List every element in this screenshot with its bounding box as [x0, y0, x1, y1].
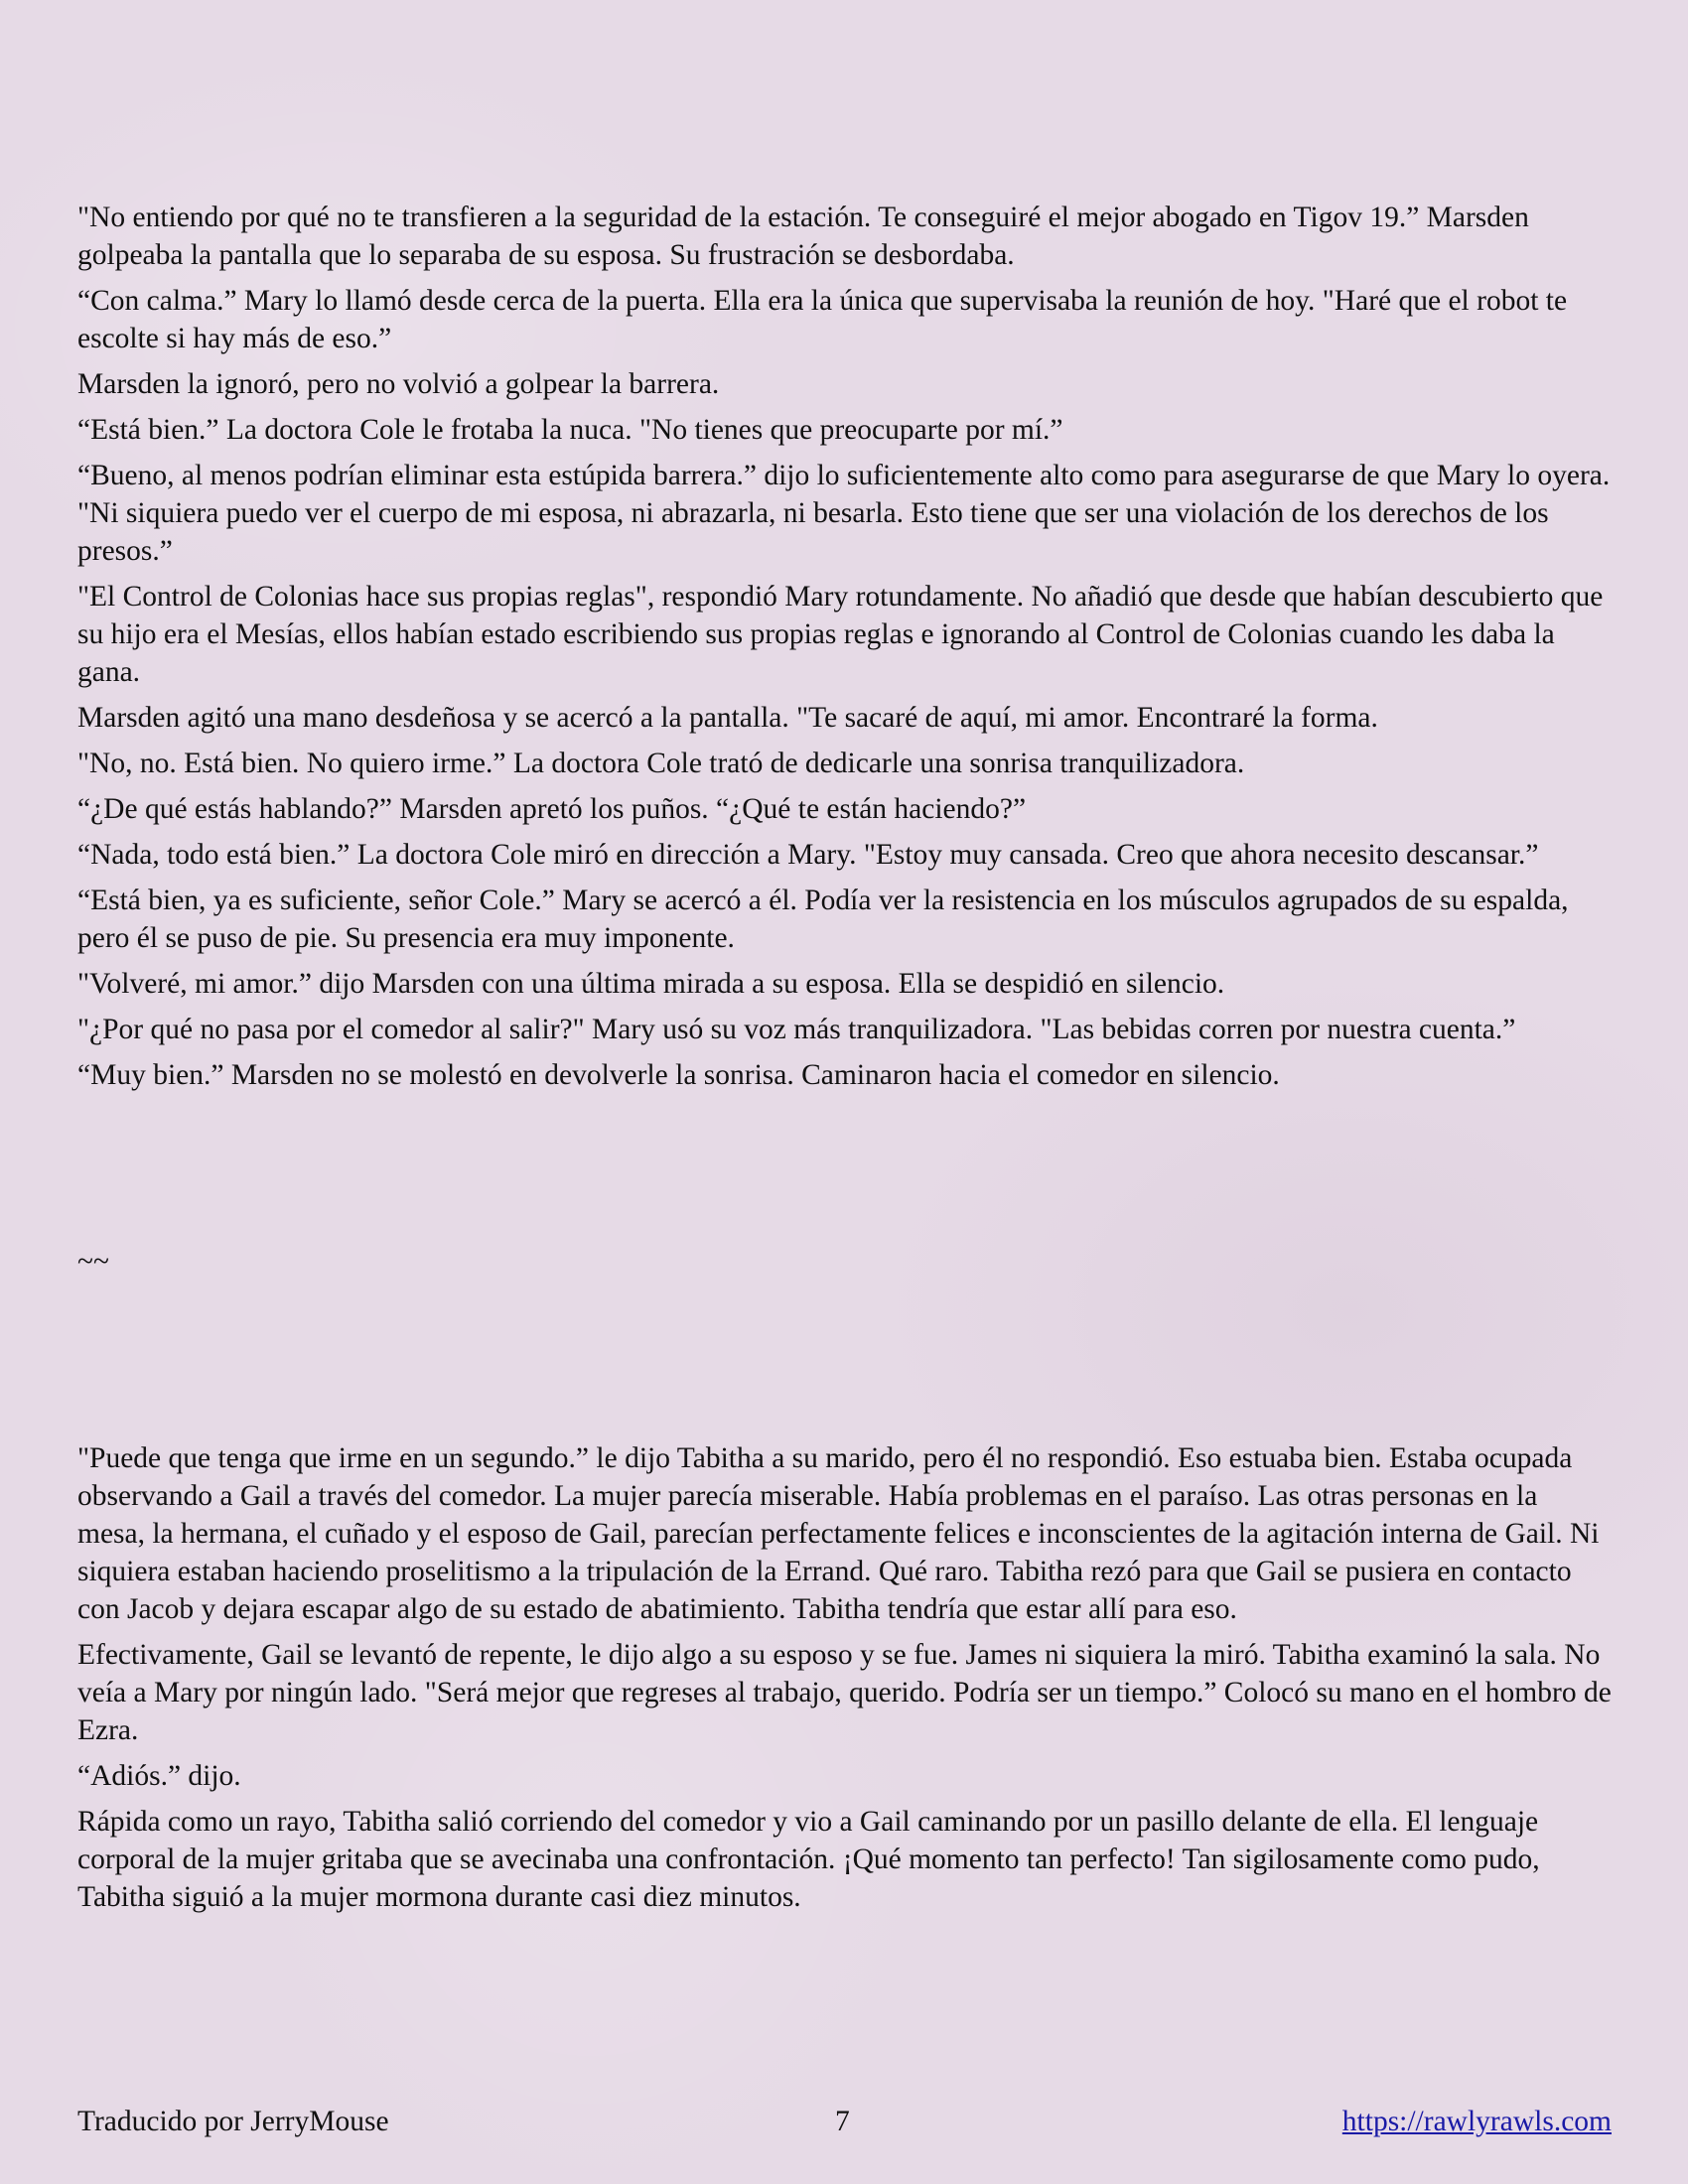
paragraph: “¿De qué estás hablando?” Marsden apretó los puños. “¿Qué te están haciendo?” — [77, 793, 1027, 825]
section-2 — [77, 1439, 1612, 1916]
document-body — [77, 199, 1612, 1924]
paragraph: “Está bien.” La doctora Cole le frotaba la nuca. "No tienes que preocuparte por mí.” — [77, 414, 1063, 446]
page-footer — [77, 2103, 1612, 2140]
paragraph: Rápida como un rayo, Tabitha salió corriendo del comedor y vio a Gail caminando por un pasillo delante de ella. El lenguaje corporal de la mujer gritaba que se avecinaba una confrontación. ¡Qué momento tan perfecto! Tan sigilosamente como pudo, Tabitha siguió a la mujer mormona durante casi diez minutos. — [77, 1806, 1540, 1913]
scene-separator: ~~ — [77, 1246, 109, 1278]
section-1 — [77, 199, 1612, 1094]
paragraph: "Puede que tenga que irme en un segundo.” le dijo Tabitha a su marido, pero él no respondió. Eso estuaba bien. Estaba ocupada observando a Gail a través del comedor. La mujer parecía miserable. Había problemas en el paraíso. Las otras personas en la mesa, la hermana, el cuñado y el esposo de Gail, parecían perfectamente felices e inconscientes de la agitación interna de Gail. Ni siquiera estaban haciendo proselitismo a la tripulación de la Errand. Qué raro. Tabitha rezó para que Gail se pusiera en contacto con Jacob y dejara escapar algo de su estado de abatimiento. Tabitha tendría que estar allí para eso. — [77, 1442, 1600, 1625]
paragraph: Efectivamente, Gail se levantó de repente, le dijo algo a su esposo y se fue. James ni siquiera la miró. Tabitha examinó la sala. No veía a Mary por ningún lado. "Será mejor que regreses al trabajo, querido. Podría ser un tiempo.” Colocó su mano en el hombro de Ezra. — [77, 1639, 1612, 1746]
paragraph: "El Control de Colonias hace sus propias reglas", respondió Mary rotundamente. No añadió que desde que habían descubierto que su hijo era el Mesías, ellos habían estado escribiendo sus propias reglas e ignorando al Control de Colonias cuando les daba la gana. — [77, 581, 1604, 688]
paragraph: “Adiós.” dijo. — [77, 1760, 241, 1792]
paragraph: Marsden la ignoró, pero no volvió a golpear la barrera. — [77, 368, 720, 400]
paragraph: "No entiendo por qué no te transfieren a la seguridad de la estación. Te conseguiré el mejor abogado en Tigov 19.” Marsden golpeaba la pantalla que lo separaba de su esposa. Su frustración se desbordaba. — [77, 202, 1529, 271]
paragraph: "Volveré, mi amor.” dijo Marsden con una última mirada a su esposa. Ella se despidió en silencio. — [77, 968, 1225, 1000]
page-number: 7 — [835, 2106, 850, 2137]
paragraph: “Está bien, ya es suficiente, señor Cole.” Mary se acercó a él. Podía ver la resistencia en los músculos agrupados de su espalda, pero él se puso de pie. Su presencia era muy imponente. — [77, 885, 1569, 954]
website-link[interactable]: https://rawlyrawls.com — [1341, 2106, 1612, 2137]
paragraph: Marsden agitó una mano desdeñosa y se acercó a la pantalla. "Te sacaré de aquí, mi amor. Encontraré la forma. — [77, 702, 1378, 734]
paragraph: "No, no. Está bien. No quiero irme.” La doctora Cole trató de dedicarle una sonrisa tranquilizadora. — [77, 748, 1245, 779]
paragraph: “Nada, todo está bien.” La doctora Cole miró en dirección a Mary. "Estoy muy cansada. Creo que ahora necesito descansar.” — [77, 839, 1539, 871]
paragraph: “Bueno, al menos podrían eliminar esta estúpida barrera.” dijo lo suficientemente alto como para asegurarse de que Mary lo oyera. "Ni siquiera puedo ver el cuerpo de mi esposa, ni abrazarla, ni besarla. Esto tiene que ser una violación de los derechos de los presos.” — [77, 460, 1611, 567]
translator-credit: Traducido por JerryMouse — [77, 2106, 389, 2137]
paragraph: “Muy bien.” Marsden no se molestó en devolverle la sonrisa. Caminaron hacia el comedor en silencio. — [77, 1059, 1280, 1091]
paragraph: "¿Por qué no pasa por el comedor al salir?" Mary usó su voz más tranquilizadora. "Las bebidas corren por nuestra cuenta.” — [77, 1014, 1516, 1045]
paragraph: “Con calma.” Mary lo llamó desde cerca de la puerta. Ella era la única que supervisaba la reunión de hoy. "Haré que el robot te escolte si hay más de eso.” — [77, 285, 1568, 354]
